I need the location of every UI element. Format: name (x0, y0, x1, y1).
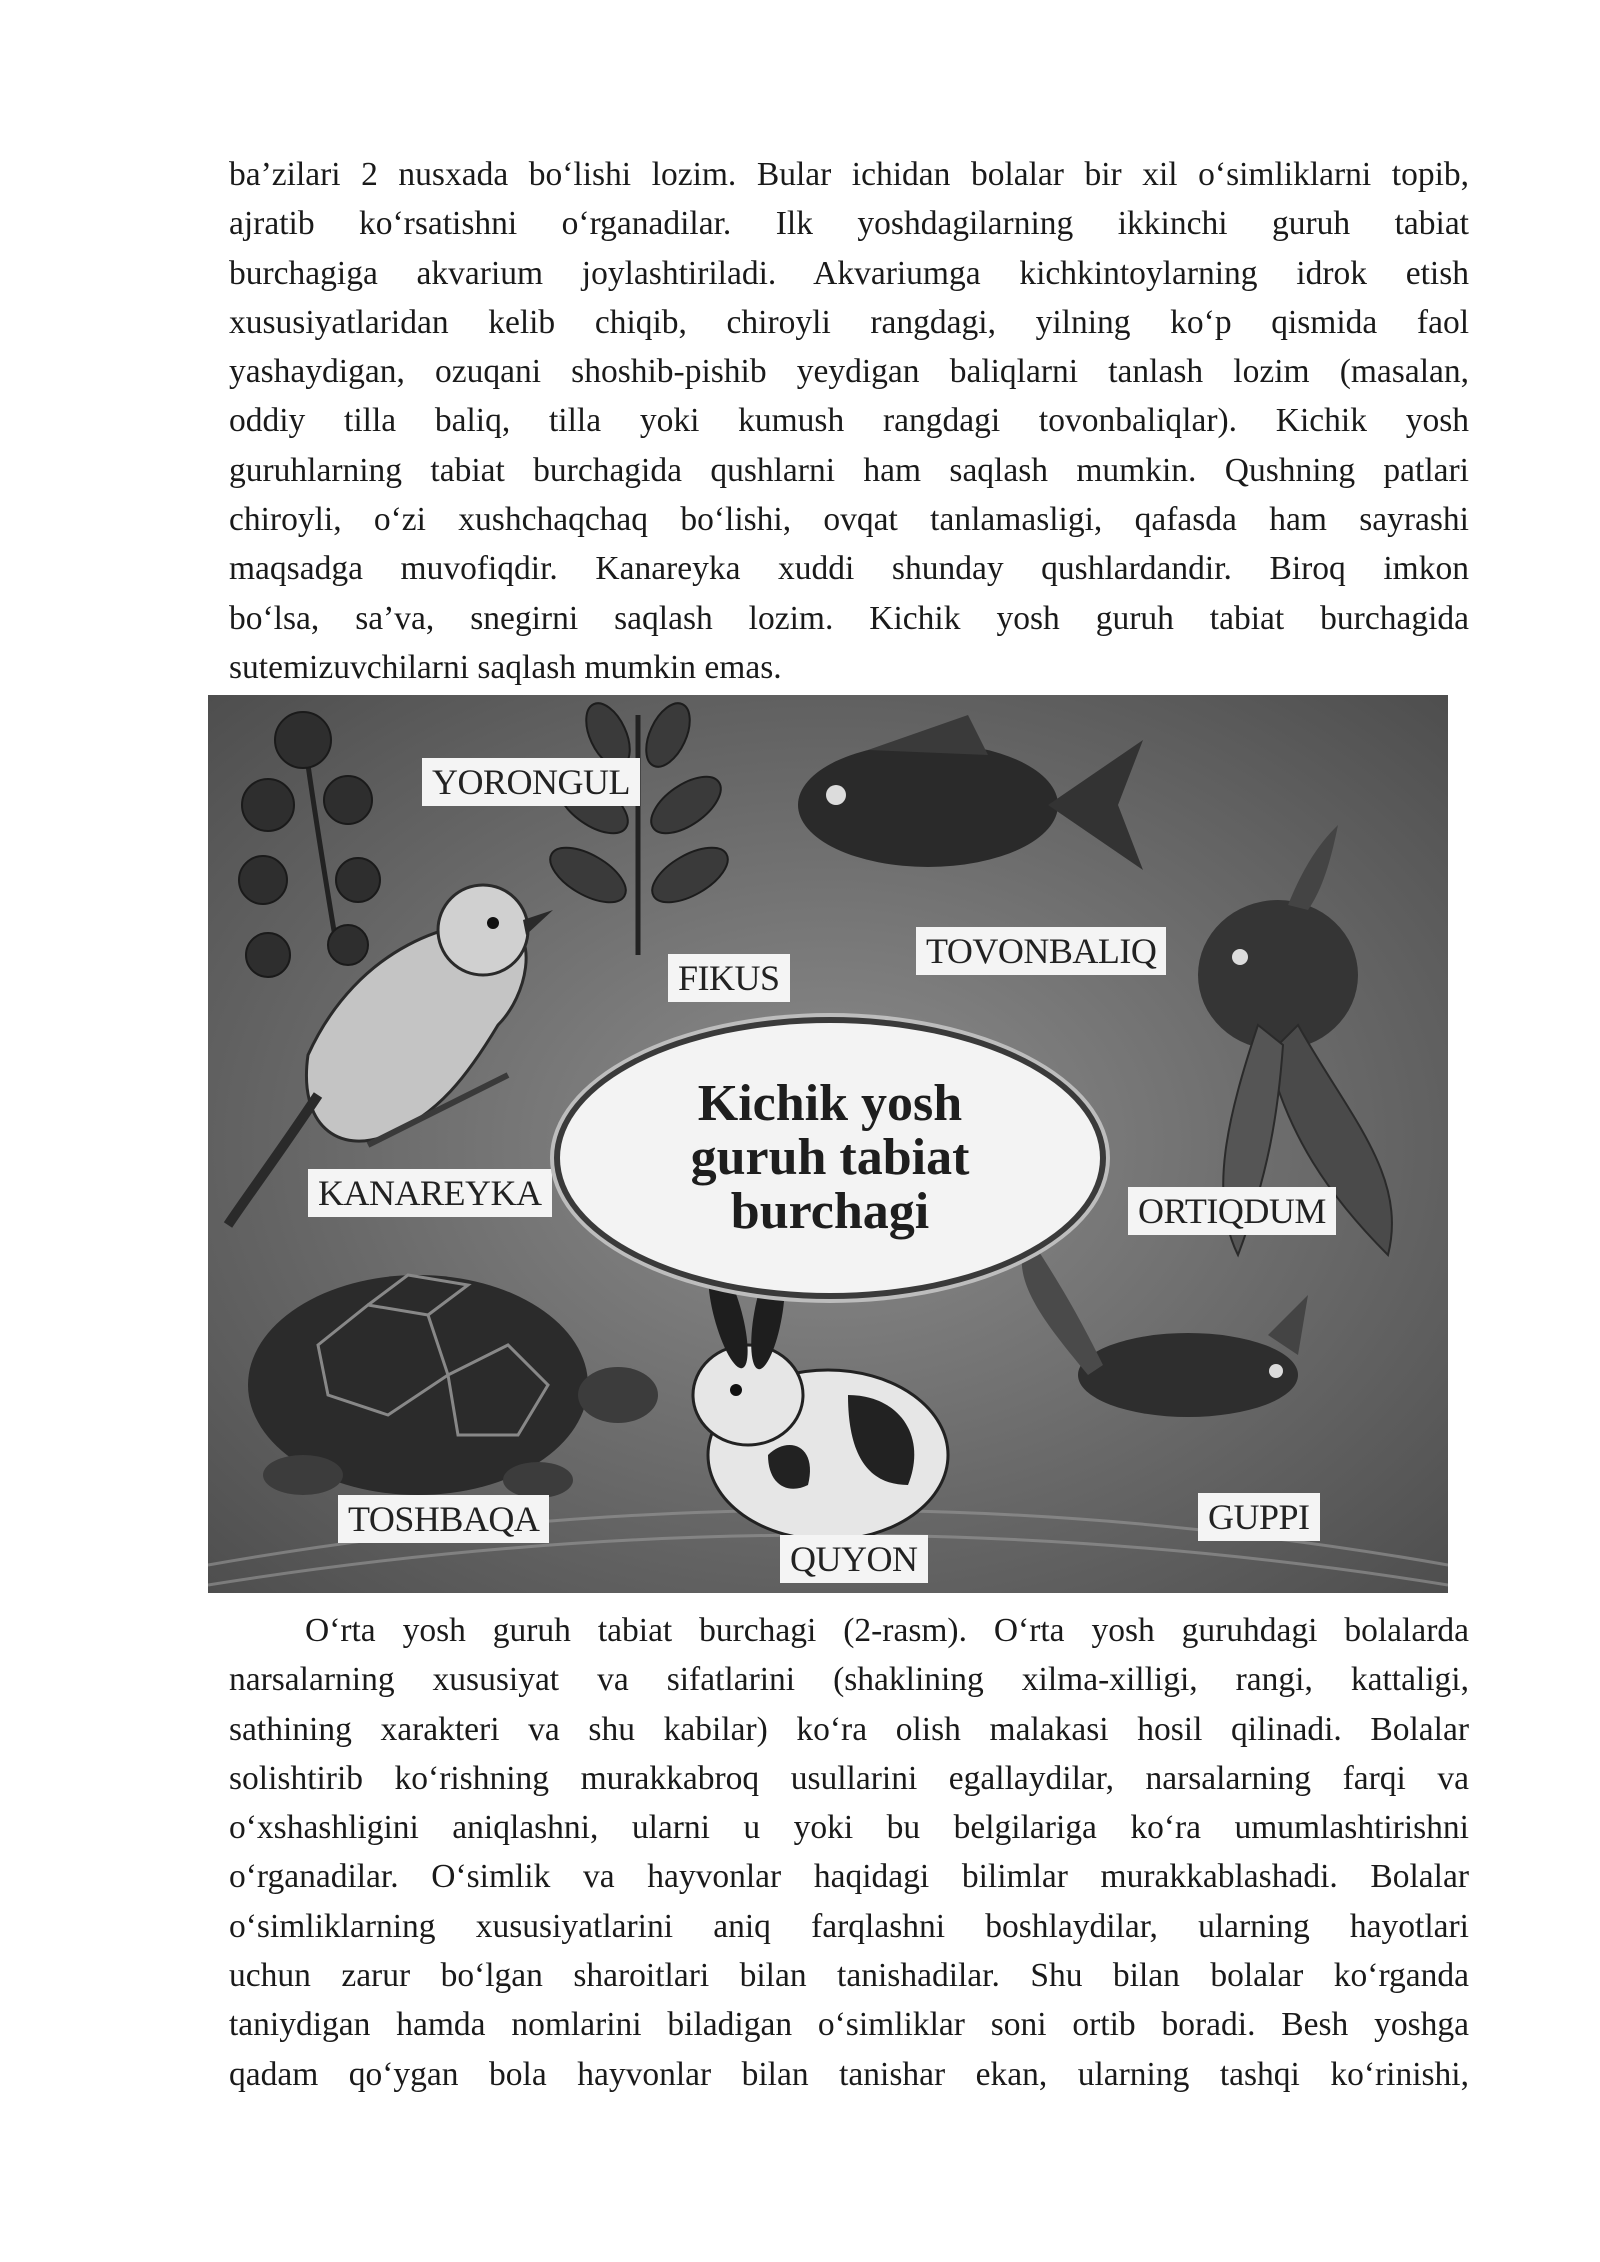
nature-corner-figure (208, 695, 1448, 1593)
label-guppi: GUPPI (1198, 1493, 1320, 1541)
guppi-fish-illustration (1022, 1235, 1308, 1417)
text-line: oddiy tilla baliq, tilla yoki kumush rangdagi tovonbaliqlar). Kichik yosh (229, 402, 1469, 440)
text-line: sathining xarakteri va shu kabilar) ko‘ra olish malakasi hosil qilinadi. Bolalar (229, 1710, 1469, 1748)
text-line: yashaydigan, ozuqani shoshib-pishib yeydigan baliqlarni tanlash lozim (masalan, (229, 353, 1469, 391)
paragraph-bottom (229, 1606, 1469, 2099)
text-line: ajratib ko‘rsatishni o‘rganadilar. Ilk yoshdagilarning ikkinchi guruh tabiat (229, 205, 1469, 243)
text-line: solishtirib ko‘rishning murakkabroq usullarini egallaydilar, narsalarning farqi va (229, 1759, 1469, 1797)
fikus-plant-illustration (542, 697, 737, 955)
center-title-line: guruh tabiat (690, 1129, 970, 1186)
label-yorongul: YORONGUL (422, 758, 640, 806)
text-line: burchagiga akvarium joylashtiriladi. Akvariumga kichkintoylarning idrok etish (229, 254, 1469, 292)
text-line: xususiyatlaridan kelib chiqib, chiroyli rangdagi, yilning ko‘p qismida faol (229, 303, 1469, 341)
text-line: maqsadga muvofiqdir. Kanareyka xuddi shunday qushlardandir. Biroq imkon (229, 550, 1469, 588)
label-fikus: FIKUS (668, 954, 790, 1002)
text-line: sutemizuvchilarni saqlash mumkin emas. (229, 648, 782, 686)
yorongul-plant-illustration (239, 712, 380, 977)
center-title-oval (560, 1023, 1100, 1293)
text-line: chiroyli, o‘zi xushchaqchaq bo‘lishi, ovqat tanlamasligi, qafasda ham sayrashi (229, 501, 1469, 539)
text-line: uchun zarur bo‘lgan sharoitlari bilan tanishadilar. Shu bilan bolalar ko‘rganda (229, 1957, 1469, 1995)
center-title-line: Kichik yosh (697, 1075, 963, 1132)
text-line: guruhlarning tabiat burchagida qushlarni ham saqlash mumkin. Qushning patlari (229, 451, 1469, 489)
text-line: ba’zilari 2 nusxada bo‘lishi lozim. Bular ichidan bolalar bir xil o‘simliklarni topib, (229, 156, 1469, 193)
label-quyon: QUYON (780, 1535, 928, 1583)
text-line: qadam qo‘ygan bola hayvonlar bilan tanishar ekan, ularning tashqi ko‘rinishi, (229, 2055, 1469, 2093)
quyon-rabbit-illustration (693, 1258, 948, 1540)
text-line: o‘xshashligini aniqlashni, ularni u yoki bu belgilariga ko‘ra umumlashtirishni (229, 1809, 1469, 1847)
text-line: taniydigan hamda nomlarini biladigan o‘simliklar soni ortib boradi. Besh yoshga (229, 2006, 1469, 2044)
tovonbaliq-fish-illustration (798, 715, 1143, 870)
text-line: o‘rganadilar. O‘simlik va hayvonlar haqidagi bilimlar murakkablashadi. Bolalar (229, 1858, 1469, 1896)
label-toshbaqa: TOSHBAQA (338, 1495, 549, 1543)
text-line: bo‘lsa, sa’va, snegirni saqlash lozim. Kichik yosh guruh tabiat burchagida (229, 599, 1469, 637)
label-ortiqdum: ORTIQDUM (1128, 1187, 1336, 1235)
toshbaqa-turtle-illustration (248, 1275, 658, 1498)
label-tovonbaliq: TOVONBALIQ (916, 927, 1166, 975)
label-kanareyka: KANAREYKA (308, 1169, 552, 1217)
center-title-line: burchagi (730, 1183, 930, 1240)
paragraph-top (229, 150, 1469, 692)
text-line: o‘simliklarning xususiyatlarini aniq farqlashni boshlaydilar, ularning hayotlari (229, 1907, 1469, 1945)
text-line: narsalarning xususiyat va sifatlarini (shaklining xilma-xilligi, rangi, kattaligi, (229, 1661, 1469, 1699)
text-line: O‘rta yosh guruh tabiat burchagi (2-rasm). O‘rta yosh guruhdagi bolalarda (305, 1612, 1469, 1649)
